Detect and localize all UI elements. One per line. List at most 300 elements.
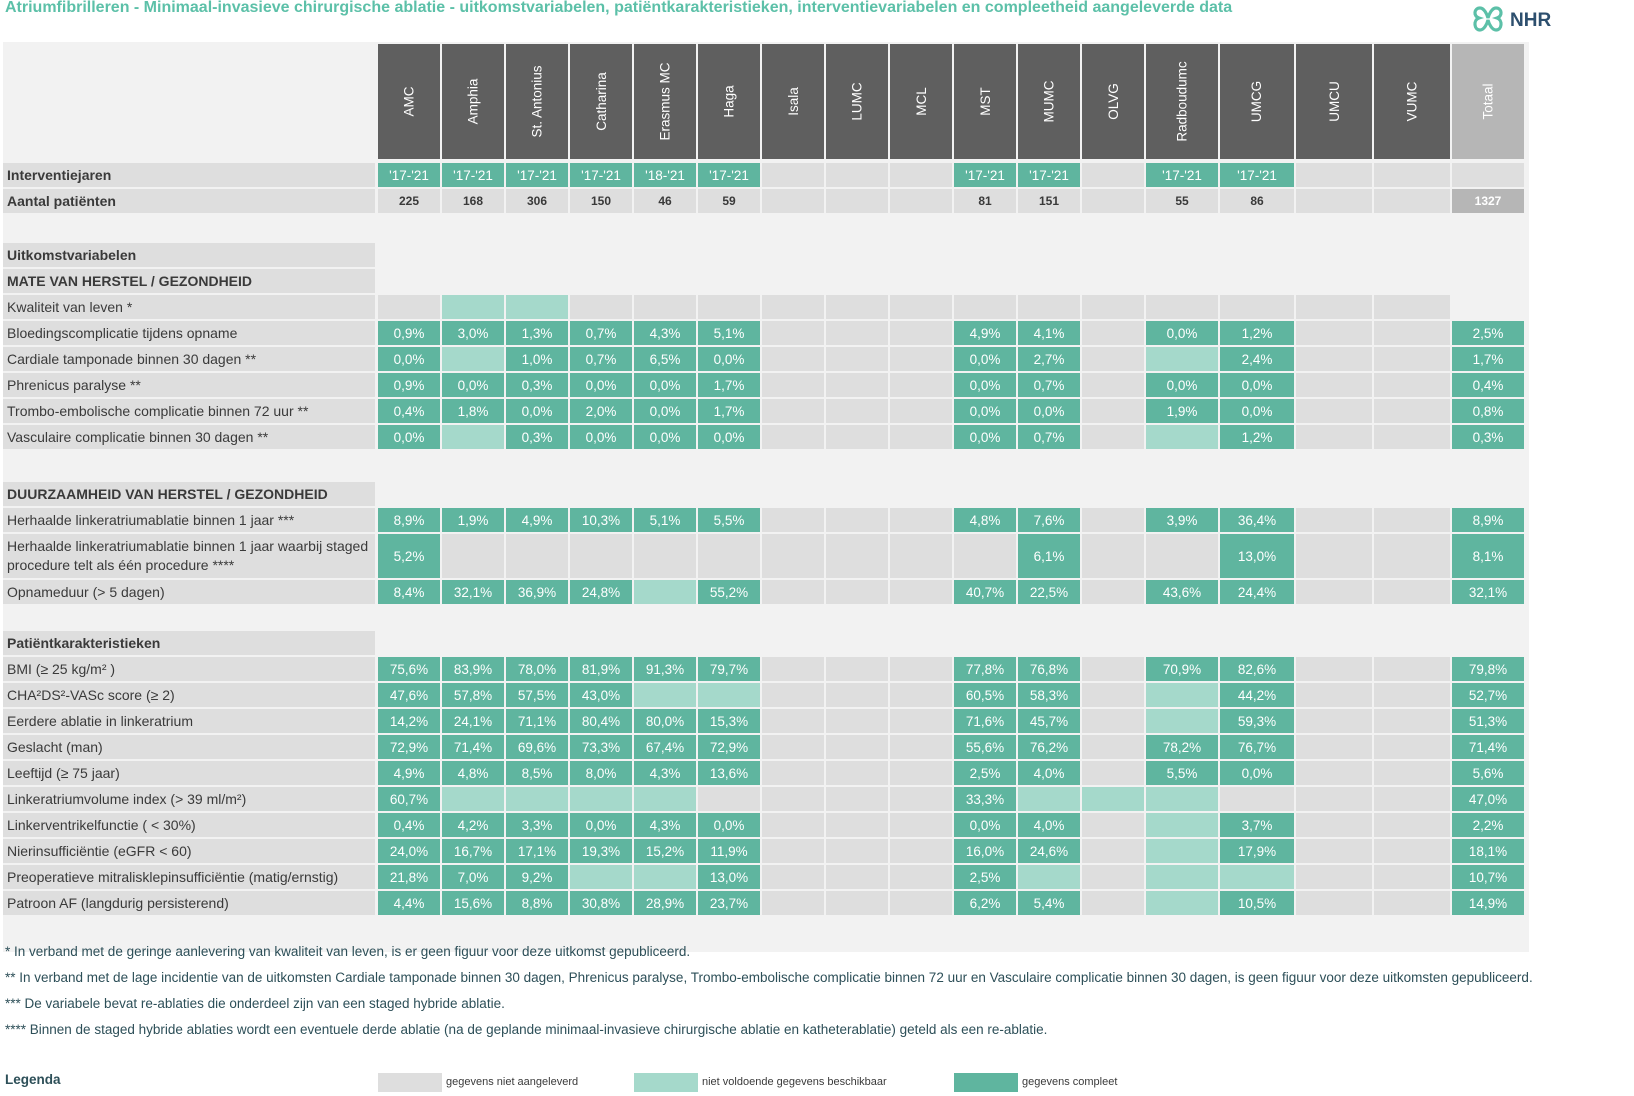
table-cell [762, 399, 824, 423]
table-cell: 43,6% [1146, 580, 1218, 604]
table-cell: 13,6% [698, 761, 760, 785]
table-cell: 0,8% [1452, 399, 1524, 423]
table-cell [890, 295, 952, 319]
table-cell: 59 [698, 189, 760, 213]
table-cell [826, 761, 888, 785]
table-cell: 19,3% [570, 839, 632, 863]
table-cell: 71,4% [1452, 735, 1524, 759]
column-header-label: MST [977, 87, 993, 116]
table-cell: 1,9% [1146, 399, 1218, 423]
table-cell: 80,0% [634, 709, 696, 733]
table-cell [826, 787, 888, 811]
table-cell [826, 580, 888, 604]
table-cell [762, 709, 824, 733]
table-cell: 16,0% [954, 839, 1016, 863]
column-header [954, 44, 1016, 159]
table-cell: '17-'21 [1018, 163, 1080, 187]
table-cell: 81,9% [570, 657, 632, 681]
table-cell: 30,8% [570, 891, 632, 915]
table-cell: 15,3% [698, 709, 760, 733]
table-cell: 4,3% [634, 321, 696, 345]
table-cell [1018, 865, 1080, 889]
table-cell [698, 787, 760, 811]
table-cell [1082, 321, 1144, 345]
table-cell [826, 839, 888, 863]
table-cell: 6,5% [634, 347, 696, 371]
table-cell: '18-'21 [634, 163, 696, 187]
table-cell: 1,7% [698, 399, 760, 423]
logo-text: NHR [1510, 10, 1552, 31]
table-cell: 150 [570, 189, 632, 213]
table-cell: 0,7% [1018, 373, 1080, 397]
table-cell [1374, 683, 1450, 707]
table-cell [1374, 865, 1450, 889]
table-cell: 10,5% [1220, 891, 1294, 915]
table-cell: 0,0% [1220, 373, 1294, 397]
table-cell [1146, 865, 1218, 889]
column-header [634, 44, 696, 159]
table-cell [762, 891, 824, 915]
table-cell: 36,4% [1220, 508, 1294, 532]
legend-swatch [634, 1073, 698, 1092]
table-cell [762, 425, 824, 449]
table-cell: 80,4% [570, 709, 632, 733]
table-cell: '17-'21 [698, 163, 760, 187]
table-cell [570, 865, 632, 889]
footnote: ** In verband met de lage incidentie van de uitkomsten Cardiale tamponade binnen 30 dagen, Phrenicus paralyse, Trombo-embolische complicatie binnen 72 uur en Vasculaire complicatie binnen 30 dagen, is geen figuur voor deze uitkomsten gepubliceerd. [5, 970, 1533, 985]
table-cell [890, 189, 952, 213]
row-label: Aantal patiënten [3, 189, 375, 213]
table-cell [1374, 813, 1450, 837]
table-cell [1296, 373, 1372, 397]
table-cell: 24,1% [442, 709, 504, 733]
column-header-label: Haga [721, 85, 737, 118]
table-cell: 58,3% [1018, 683, 1080, 707]
table-cell [1146, 891, 1218, 915]
table-cell: 7,6% [1018, 508, 1080, 532]
section-title: Patiëntkarakteristieken [3, 631, 375, 655]
legend-swatch [954, 1073, 1018, 1092]
column-header-label: LUMC [849, 82, 865, 121]
table-cell: 1,0% [506, 347, 568, 371]
table-cell: 5,6% [1452, 761, 1524, 785]
table-cell [1082, 163, 1144, 187]
legend-label: gegevens compleet [1022, 1076, 1118, 1088]
column-header-label: Radboudumc [1174, 61, 1190, 142]
column-header [1018, 44, 1080, 159]
table-cell [1082, 813, 1144, 837]
table-cell [378, 295, 440, 319]
table-cell: 3,7% [1220, 813, 1294, 837]
column-header-label: Erasmus MC [657, 62, 673, 141]
row-label: Linkerventrikelfunctie ( < 30%) [3, 813, 375, 837]
table-cell: 0,7% [570, 347, 632, 371]
table-cell [762, 508, 824, 532]
section-subtitle: DUURZAAMHEID VAN HERSTEL / GEZONDHEID [3, 482, 375, 506]
table-cell: 0,4% [378, 399, 440, 423]
table-cell: 0,0% [1220, 761, 1294, 785]
table-cell [890, 534, 952, 578]
table-cell [1296, 580, 1372, 604]
column-header-label: UMCG [1249, 80, 1265, 123]
table-cell [1296, 399, 1372, 423]
table-cell: 91,3% [634, 657, 696, 681]
table-cell [890, 891, 952, 915]
table-cell [1296, 839, 1372, 863]
table-cell: '17-'21 [442, 163, 504, 187]
column-header [890, 44, 952, 159]
table-cell: 4,0% [1018, 761, 1080, 785]
table-cell [570, 534, 632, 578]
table-cell: 71,1% [506, 709, 568, 733]
table-cell: 71,4% [442, 735, 504, 759]
table-cell: 36,9% [506, 580, 568, 604]
table-cell: 0,0% [570, 425, 632, 449]
table-cell: 2,5% [954, 761, 1016, 785]
table-cell [954, 534, 1016, 578]
table-cell: 3,0% [442, 321, 504, 345]
table-cell: 6,2% [954, 891, 1016, 915]
column-header-label: Catharina [593, 72, 609, 131]
table-cell [1082, 189, 1144, 213]
table-cell [1082, 865, 1144, 889]
table-cell [1146, 295, 1218, 319]
table-cell [1452, 163, 1524, 187]
table-cell: 4,9% [506, 508, 568, 532]
table-cell [826, 657, 888, 681]
table-cell: 60,7% [378, 787, 440, 811]
table-cell [1296, 735, 1372, 759]
column-header-label: AMC [401, 86, 417, 117]
table-cell [1296, 347, 1372, 371]
table-cell: 0,0% [442, 373, 504, 397]
column-header-label: OLVG [1105, 83, 1121, 120]
table-cell: 73,3% [570, 735, 632, 759]
table-cell [890, 865, 952, 889]
table-cell [1296, 787, 1372, 811]
table-cell [890, 709, 952, 733]
footnote: *** De variabele bevat re-ablaties die onderdeel zijn van een staged hybride ablatie. [5, 996, 505, 1011]
table-cell [826, 813, 888, 837]
table-cell: 47,6% [378, 683, 440, 707]
table-cell: 168 [442, 189, 504, 213]
table-cell: 71,6% [954, 709, 1016, 733]
table-cell: 0,0% [698, 347, 760, 371]
column-header [826, 44, 888, 159]
table-cell: 79,8% [1452, 657, 1524, 681]
table-cell [1374, 761, 1450, 785]
row-label: Bloedingscomplicatie tijdens opname [3, 321, 375, 345]
table-cell: 10,7% [1452, 865, 1524, 889]
table-cell [1220, 787, 1294, 811]
table-cell: '17-'21 [1146, 163, 1218, 187]
table-cell [1374, 657, 1450, 681]
table-cell: 55,6% [954, 735, 1016, 759]
table-cell [826, 189, 888, 213]
table-cell: 6,1% [1018, 534, 1080, 578]
table-cell [1146, 813, 1218, 837]
row-label: Eerdere ablatie in linkeratrium [3, 709, 375, 733]
table-cell [1146, 839, 1218, 863]
table-cell [634, 534, 696, 578]
table-cell: 0,0% [954, 373, 1016, 397]
table-cell [1082, 534, 1144, 578]
table-cell: 44,2% [1220, 683, 1294, 707]
table-cell: 2,2% [1452, 813, 1524, 837]
table-cell: 4,3% [634, 761, 696, 785]
column-header-label: Totaal [1480, 83, 1496, 120]
table-cell: 83,9% [442, 657, 504, 681]
table-cell [890, 373, 952, 397]
table-cell [634, 295, 696, 319]
table-cell [762, 683, 824, 707]
table-cell: 14,2% [378, 709, 440, 733]
row-label: Nierinsufficiëntie (eGFR < 60) [3, 839, 375, 863]
table-cell: 3,9% [1146, 508, 1218, 532]
table-cell: 0,0% [570, 373, 632, 397]
table-cell [1082, 508, 1144, 532]
table-cell: 79,7% [698, 657, 760, 681]
row-label: Linkeratriumvolume index (> 39 ml/m²) [3, 787, 375, 811]
table-cell [1374, 787, 1450, 811]
table-cell [762, 839, 824, 863]
row-label: Patroon AF (langdurig persisterend) [3, 891, 375, 915]
table-cell [1220, 865, 1294, 889]
table-cell [1296, 683, 1372, 707]
table-cell: 5,4% [1018, 891, 1080, 915]
table-cell: 0,3% [506, 373, 568, 397]
table-cell [1374, 891, 1450, 915]
table-cell: 70,9% [1146, 657, 1218, 681]
table-cell [1296, 865, 1372, 889]
table-cell [698, 534, 760, 578]
table-cell: 0,3% [1452, 425, 1524, 449]
table-cell: 52,7% [1452, 683, 1524, 707]
table-cell [1374, 508, 1450, 532]
table-cell: 1,7% [1452, 347, 1524, 371]
table-cell: 4,9% [954, 321, 1016, 345]
table-cell [442, 787, 504, 811]
table-cell: 14,9% [1452, 891, 1524, 915]
table-cell: 0,4% [1452, 373, 1524, 397]
table-cell: 4,4% [378, 891, 440, 915]
table-cell [1082, 839, 1144, 863]
table-cell: 8,9% [1452, 508, 1524, 532]
table-cell: 2,0% [570, 399, 632, 423]
table-cell: 0,0% [954, 399, 1016, 423]
table-cell: 33,3% [954, 787, 1016, 811]
column-header [506, 44, 568, 159]
table-cell [1146, 787, 1218, 811]
table-cell: '17-'21 [378, 163, 440, 187]
column-header [442, 44, 504, 159]
table-cell [1296, 163, 1372, 187]
table-cell [762, 813, 824, 837]
table-cell [1082, 657, 1144, 681]
table-cell: 151 [1018, 189, 1080, 213]
table-cell [762, 787, 824, 811]
table-cell [954, 295, 1016, 319]
table-cell [762, 373, 824, 397]
table-cell [1082, 580, 1144, 604]
table-cell [1082, 735, 1144, 759]
table-cell: 4,9% [378, 761, 440, 785]
table-cell [1082, 761, 1144, 785]
table-cell [1146, 425, 1218, 449]
table-cell: 40,7% [954, 580, 1016, 604]
table-cell: 1,9% [442, 508, 504, 532]
table-cell [1146, 534, 1218, 578]
table-cell: 5,5% [698, 508, 760, 532]
row-label: Phrenicus paralyse ** [3, 373, 375, 397]
table-cell [1296, 534, 1372, 578]
table-cell [1146, 683, 1218, 707]
table-cell: 0,7% [1018, 425, 1080, 449]
table-cell [762, 761, 824, 785]
table-cell: 1,8% [442, 399, 504, 423]
table-cell: 24,4% [1220, 580, 1294, 604]
table-cell [890, 813, 952, 837]
table-cell [762, 865, 824, 889]
table-cell [890, 761, 952, 785]
table-cell: '17-'21 [1220, 163, 1294, 187]
column-header-label: St. Antonius [529, 65, 545, 138]
table-cell: 1,2% [1220, 425, 1294, 449]
table-cell: 0,0% [634, 399, 696, 423]
table-cell [442, 534, 504, 578]
column-header-label: Isala [785, 87, 801, 116]
row-label: Herhaalde linkeratriumablatie binnen 1 jaar waarbij staged procedure telt als één procedure **** [3, 534, 375, 578]
table-cell: 5,1% [698, 321, 760, 345]
table-cell [890, 508, 952, 532]
table-cell [762, 580, 824, 604]
column-header [698, 44, 760, 159]
table-cell [1296, 321, 1372, 345]
table-cell: 8,4% [378, 580, 440, 604]
table-cell [634, 865, 696, 889]
table-cell: 5,1% [634, 508, 696, 532]
table-cell [1374, 163, 1450, 187]
table-cell [1374, 373, 1450, 397]
row-label: BMI (≥ 25 kg/m² ) [3, 657, 375, 681]
table-cell [634, 683, 696, 707]
row-label: Herhaalde linkeratriumablatie binnen 1 jaar *** [3, 508, 375, 532]
table-cell [1374, 534, 1450, 578]
table-cell: 67,4% [634, 735, 696, 759]
table-cell: 0,7% [570, 321, 632, 345]
table-cell: 8,1% [1452, 534, 1524, 578]
table-cell: 47,0% [1452, 787, 1524, 811]
table-cell: 75,6% [378, 657, 440, 681]
table-cell: 0,0% [378, 425, 440, 449]
column-header [1082, 44, 1144, 159]
table-cell [1082, 399, 1144, 423]
table-cell: 0,0% [506, 399, 568, 423]
table-cell [634, 580, 696, 604]
table-cell [1296, 813, 1372, 837]
row-label: CHA²DS²-VASc score (≥ 2) [3, 683, 375, 707]
table-cell [1296, 189, 1372, 213]
table-cell: 60,5% [954, 683, 1016, 707]
table-cell: 78,2% [1146, 735, 1218, 759]
table-cell: 59,3% [1220, 709, 1294, 733]
column-header [570, 44, 632, 159]
table-cell [890, 425, 952, 449]
table-cell [1374, 735, 1450, 759]
table-cell: 0,3% [506, 425, 568, 449]
table-cell [1296, 508, 1372, 532]
table-cell [1082, 425, 1144, 449]
table-cell: 45,7% [1018, 709, 1080, 733]
table-cell [826, 399, 888, 423]
table-cell: 7,0% [442, 865, 504, 889]
table-cell: 32,1% [442, 580, 504, 604]
table-cell: 78,0% [506, 657, 568, 681]
table-cell: 22,5% [1018, 580, 1080, 604]
table-cell: 4,0% [1018, 813, 1080, 837]
table-cell [1082, 295, 1144, 319]
table-cell [1374, 347, 1450, 371]
column-header [762, 44, 824, 159]
table-cell [890, 839, 952, 863]
column-header-label: UMCU [1326, 81, 1342, 122]
table-cell [826, 163, 888, 187]
table-cell: 4,1% [1018, 321, 1080, 345]
table-cell [1082, 787, 1144, 811]
table-cell: 76,2% [1018, 735, 1080, 759]
table-cell [442, 347, 504, 371]
table-cell: 4,8% [442, 761, 504, 785]
table-cell: 0,0% [634, 373, 696, 397]
table-cell [826, 534, 888, 578]
legend-label: gegevens niet aangeleverd [446, 1076, 579, 1088]
table-cell: 0,0% [698, 813, 760, 837]
table-cell: 15,2% [634, 839, 696, 863]
table-cell [1296, 657, 1372, 681]
table-cell [890, 321, 952, 345]
table-cell: 16,7% [442, 839, 504, 863]
legend-label: niet voldoende gegevens beschikbaar [702, 1076, 887, 1088]
table-cell [826, 425, 888, 449]
section-title: Uitkomstvariabelen [3, 243, 375, 267]
table-cell [1374, 580, 1450, 604]
table-cell [1374, 425, 1450, 449]
table-cell: 13,0% [1220, 534, 1294, 578]
table-cell: 306 [506, 189, 568, 213]
table-cell: 51,3% [1452, 709, 1524, 733]
table-cell [1146, 347, 1218, 371]
table-cell [826, 347, 888, 371]
row-label: Opnameduur (> 5 dagen) [3, 580, 375, 604]
row-label: Cardiale tamponade binnen 30 dagen ** [3, 347, 375, 371]
table-cell: 8,8% [506, 891, 568, 915]
row-label: Kwaliteit van leven * [3, 295, 375, 319]
table-cell [890, 787, 952, 811]
table-cell: 4,8% [954, 508, 1016, 532]
table-cell: 23,7% [698, 891, 760, 915]
table-cell [890, 163, 952, 187]
table-cell [826, 373, 888, 397]
table-cell: 0,4% [378, 813, 440, 837]
column-header-label: VUMC [1404, 81, 1420, 122]
table-cell: 11,9% [698, 839, 760, 863]
table-cell [1082, 683, 1144, 707]
table-cell [762, 295, 824, 319]
column-header [1220, 44, 1294, 159]
table-cell [826, 295, 888, 319]
table-cell [1018, 787, 1080, 811]
table-cell: 57,5% [506, 683, 568, 707]
